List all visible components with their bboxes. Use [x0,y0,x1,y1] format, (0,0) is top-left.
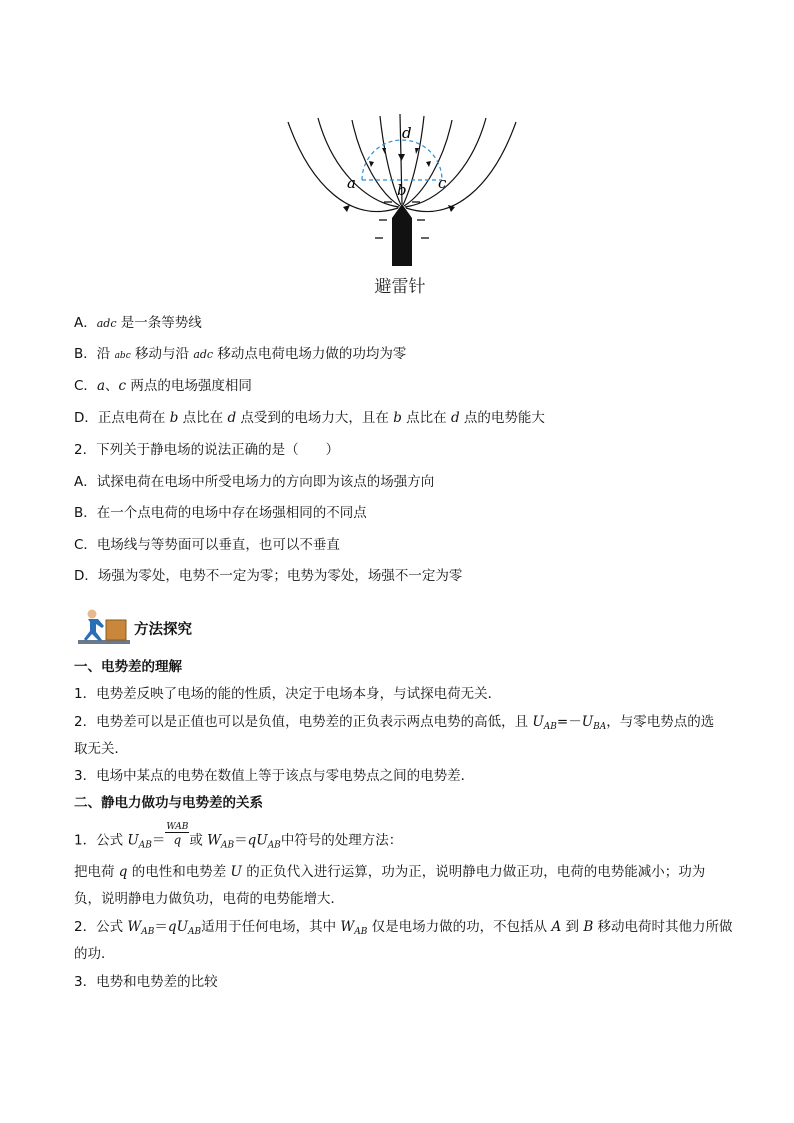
method-section-header [78,606,278,646]
arrow-icon [343,205,350,212]
field-line [352,120,400,206]
arrow-icon [398,154,405,161]
section2-point3: 3．电势和电势差的比较 [74,974,218,990]
section1-point2: 2．电势差可以是正值也可以是负值，电势差的正负表示两点电势的高低，且 $U_{AB}=-U_{BA}$，与零电势点的选 [74,714,715,732]
q1-option-c: C．a、c 两点的电场强度相同 [74,378,252,394]
field-line [288,122,398,212]
lightning-rod-figure [280,114,520,296]
section2-point2-cont: 的功． [74,946,115,962]
method-section-title: 方法探究 [134,622,192,638]
q1-option-a: A．adc 是一条等势线 [74,315,202,331]
q2-option-a: A．试探电荷在电场中所受电场力的方向即为该点的场强方向 [74,474,435,490]
fraction: $\frac{\text{WAB}}{q}$ [166,822,189,847]
pushing-box-icon [78,606,130,646]
section2-point1-cont: 负，说明静电力做负功，电荷的电势能增大． [74,891,344,907]
section2-point2: 2．公式 $W_{AB}=qU_{AB}$适用于任何电场，其中 $W_{AB}$ 仅是电场力做的功，不包括从 A 到 B 移动电荷时其他力所做 [74,919,733,937]
field-lines-diagram [280,114,520,296]
arrow-icon [426,161,431,167]
arrow-icon [369,161,374,167]
q2-stem: 2．下列关于静电场的说法正确的是（ ） [74,442,340,458]
section2-point1-body: 把电荷 q 的电性和电势差 U 的正负代入进行运算，功为正，说明静电力做正功，电荷的电势能减小；功为 [74,864,706,880]
lightning-rod [392,204,412,266]
arrow-icon [448,205,455,212]
q2-option-c: C．电场线与等势面可以垂直，也可以不垂直 [74,537,340,553]
section1-heading: 一、电势差的理解 [74,659,182,675]
q1-option-d: D．正点电荷在 b 点比在 d 点受到的电场力大，且在 b 点比在 d 点的电势能大 [74,410,545,426]
label-a: a [347,174,356,192]
section1-point3: 3．电场中某点的电势在数值上等于该点与零电势点之间的电势差． [74,768,475,784]
section1-point1: 1．电势差反映了电场的能的性质，决定于电场本身，与试探电荷无关． [74,686,502,702]
section2-heading: 二、静电力做功与电势差的关系 [74,795,263,811]
field-line [406,122,516,212]
q2-option-d: D．场强为零处，电势不一定为零；电势为零处，场强不一定为零 [74,568,463,584]
label-d: d [402,124,412,142]
q1-option-b: B．沿 abc 移动与沿 adc 移动点电荷电场力做的功均为零 [74,346,407,362]
section1-point2-cont: 取无关． [74,741,128,757]
figure-caption: 避雷针 [374,277,426,297]
label-b: b [397,181,407,199]
section2-point1: 1．公式 $U_{AB}=$ $\frac{\text{WAB}}{q}$ 或 $W_{AB}=qU_{AB}$中符号的处理方法： [74,822,403,851]
label-c: c [438,174,447,192]
q2-option-b: B．在一个点电荷的电场中存在场强相同的不同点 [74,505,367,521]
